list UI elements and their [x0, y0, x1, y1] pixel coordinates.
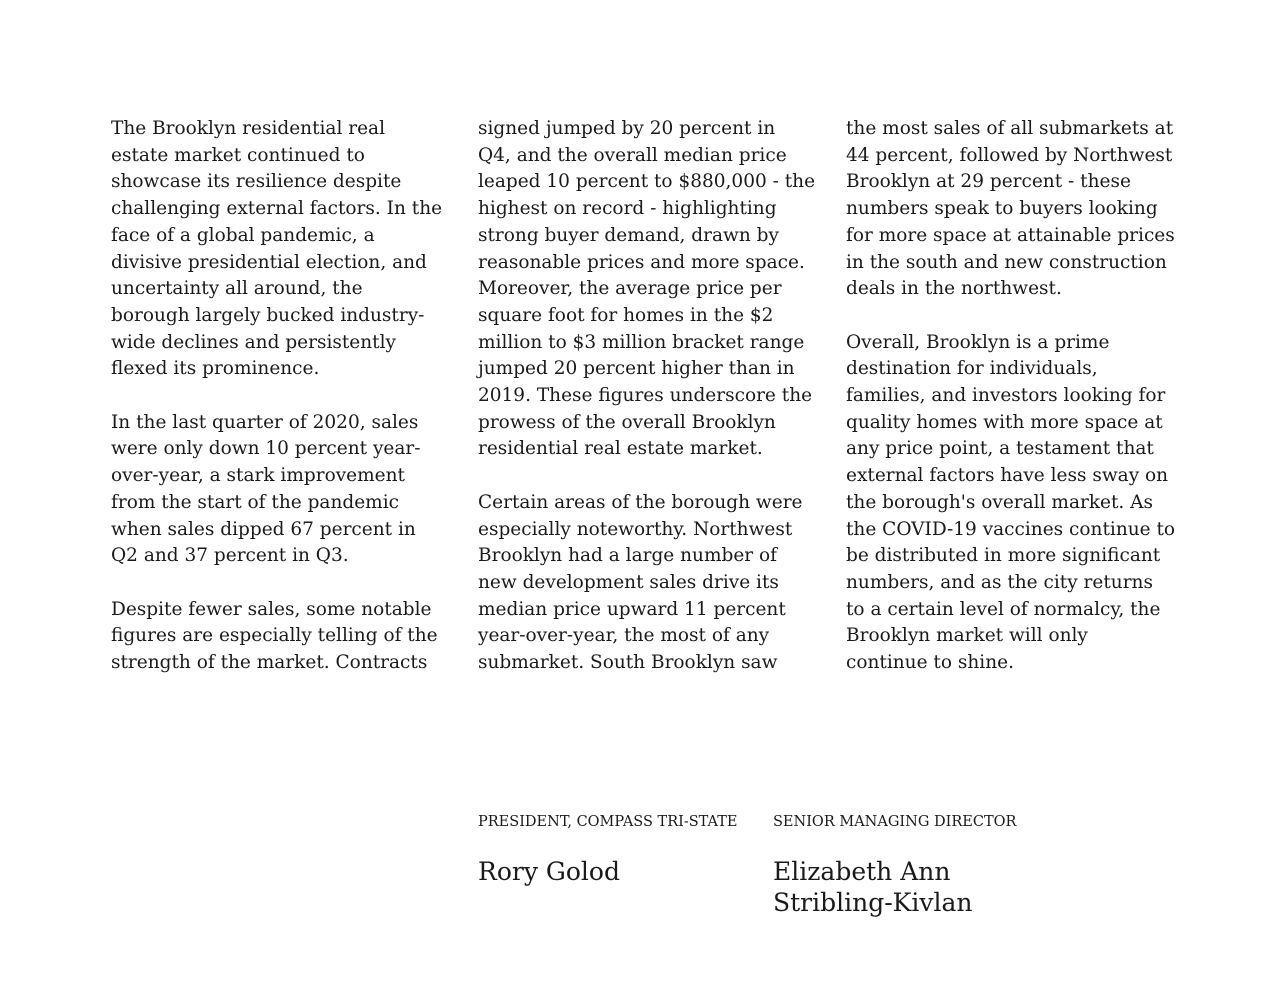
signature-block-director — [773, 812, 1016, 918]
signature-title: PRESIDENT, COMPASS TRI-STATE — [478, 814, 738, 830]
paragraph: signed jumped by 20 percent in Q4, and the overall median price leaped 10 percent to $880,000 - the highest on record - highlighting strong buyer demand, drawn by reasonable prices and more space. Moreover, the average price per square foot for homes in the $2 million to $3 million bracket range jumped 20 percent higher than in 2019. These figures underscore the prowess of the overall Brooklyn residential real estate market. — [478, 118, 816, 460]
paragraph: Certain areas of the borough were especially noteworthy. Northwest Brooklyn had a large number of new development sales drive its median price upward 11 percent year-over-year, the most of any submarket. South Brooklyn saw — [478, 491, 803, 674]
paragraph: Overall, Brooklyn is a prime destination for individuals, families, and investors looking for quality homes with more space at any price point, a testament that external factors have less sway on the borough's overall market. As the COVID-19 vaccines continue to be distributed in more significant numbers, and as the city returns to a certain level of normalcy, the Brooklyn market will only continue to shine. — [846, 331, 1176, 674]
text-column-2 — [478, 116, 823, 677]
paragraph: Despite fewer sales, some notable figures are especially telling of the strength of the market. Contracts — [111, 598, 438, 674]
signature-name: Elizabeth Ann Stribling-Kivlan — [773, 857, 973, 917]
paragraph: In the last quarter of 2020, sales were only down 10 percent year- over-year, a stark improvement from the start of the pandemic when sales dipped 67 percent in Q2 and 37 percent in Q3. — [111, 411, 421, 567]
text-column-1 — [111, 116, 456, 677]
signature-name: Rory Golod — [478, 857, 620, 886]
paragraph: the most sales of all submarkets at 44 percent, followed by Northwest Brooklyn at 29 percent - these numbers speak to buyers looking for more space at attainable prices in the south and new construction deals in the northwest. — [846, 118, 1175, 300]
signature-block-president — [478, 812, 738, 887]
text-column-3 — [846, 116, 1191, 677]
signature-title: SENIOR MANAGING DIRECTOR — [773, 814, 1017, 830]
paragraph: The Brooklyn residential real estate market continued to showcase its resilience despite challenging external factors. In the face of a global pandemic, a divisive presidential election, and uncertainty all around, the borough largely bucked industry- wide declines and persistently flexed its prominence. — [111, 118, 443, 380]
